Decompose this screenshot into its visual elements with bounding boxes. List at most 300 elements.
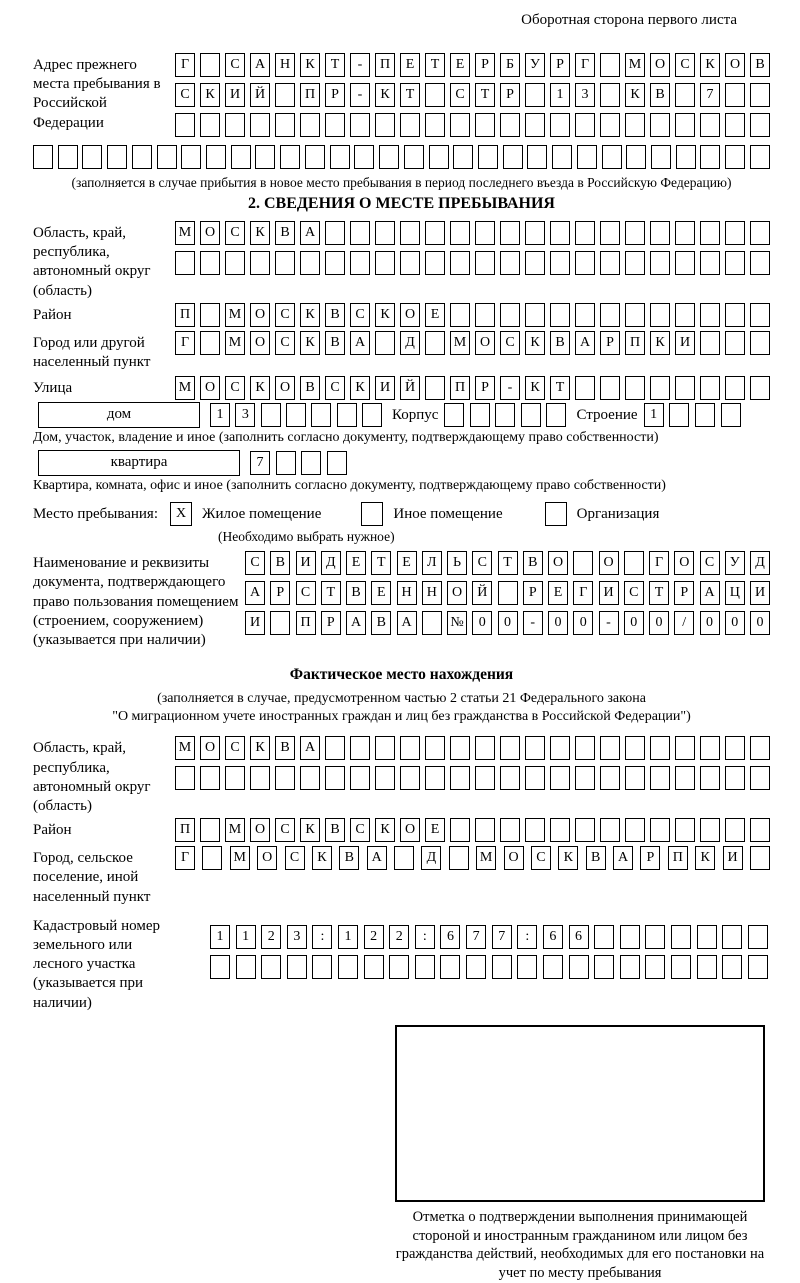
char-cell <box>675 113 695 137</box>
document-row-2 <box>245 581 770 605</box>
char-cell <box>350 251 370 275</box>
char-cell <box>500 251 520 275</box>
char-cell: № <box>447 611 467 635</box>
district-block <box>33 303 770 327</box>
char-cell <box>575 376 595 400</box>
char-cell <box>400 736 420 760</box>
char-cell: Г <box>175 53 195 77</box>
char-cell <box>394 846 414 870</box>
char-cell <box>697 955 717 979</box>
char-cell <box>569 955 589 979</box>
char-cell: Р <box>475 53 495 77</box>
char-cell <box>206 145 226 169</box>
char-cell: В <box>325 331 345 355</box>
char-cell: К <box>695 846 715 870</box>
street-row <box>175 376 770 400</box>
section2-title: 2. СВЕДЕНИЯ О МЕСТЕ ПРЕБЫВАНИЯ <box>248 195 555 212</box>
char-cell: А <box>250 53 270 77</box>
char-cell <box>475 221 495 245</box>
char-cell: Р <box>321 611 341 635</box>
char-cell <box>325 113 345 137</box>
char-cell <box>275 251 295 275</box>
fact-district-block <box>33 818 770 842</box>
char-cell: А <box>300 736 320 760</box>
char-cell <box>132 145 152 169</box>
stroenie-label: Строение <box>576 406 638 423</box>
prev-address-row-3 <box>175 113 770 137</box>
char-cell: М <box>450 331 470 355</box>
char-cell: 7 <box>466 925 486 949</box>
char-cell: В <box>750 53 770 77</box>
char-cell <box>82 145 102 169</box>
char-cell <box>270 611 290 635</box>
char-cell <box>287 955 307 979</box>
char-cell: С <box>350 818 370 842</box>
char-cell: Й <box>400 376 420 400</box>
char-cell <box>550 766 570 790</box>
char-cell <box>725 331 745 355</box>
char-cell <box>525 113 545 137</box>
char-cell: Ц <box>725 581 745 605</box>
char-cell <box>600 83 620 107</box>
char-cell <box>400 251 420 275</box>
char-cell: У <box>725 551 745 575</box>
prev-address-row-1 <box>175 53 770 77</box>
char-cell: И <box>375 376 395 400</box>
char-cell: 1 <box>338 925 358 949</box>
house-number-cells <box>210 403 382 427</box>
char-cell <box>375 113 395 137</box>
char-cell <box>624 551 644 575</box>
char-cell: - <box>599 611 619 635</box>
char-cell <box>750 331 770 355</box>
stay-type-row <box>33 502 770 526</box>
char-cell <box>600 221 620 245</box>
char-cell: О <box>200 736 220 760</box>
prev-address-note: (заполняется в случае прибытия в новое место пребывания в период последнего въезда в Российскую Федерацию) <box>71 175 732 190</box>
prev-address-row-2 <box>175 83 770 107</box>
char-cell <box>200 303 220 327</box>
char-cell <box>552 145 572 169</box>
char-cell <box>311 403 331 427</box>
char-cell <box>525 251 545 275</box>
char-cell: Г <box>175 846 195 870</box>
char-cell: И <box>296 551 316 575</box>
char-cell: 6 <box>440 925 460 949</box>
char-cell <box>600 376 620 400</box>
char-cell <box>475 766 495 790</box>
char-cell <box>157 145 177 169</box>
char-cell <box>500 736 520 760</box>
char-cell <box>225 251 245 275</box>
street-label: Улица <box>33 380 73 397</box>
char-cell: 1 <box>644 403 664 427</box>
char-cell <box>389 955 409 979</box>
char-cell <box>750 145 770 169</box>
checkbox-zhiloe: X <box>170 502 192 526</box>
fact-region-label: Область, край, республика, автономный округ (область) <box>33 740 151 814</box>
char-cell <box>495 403 515 427</box>
char-cell <box>650 376 670 400</box>
char-cell <box>305 145 325 169</box>
char-cell <box>33 145 53 169</box>
char-cell <box>362 403 382 427</box>
char-cell: К <box>250 736 270 760</box>
char-cell <box>440 955 460 979</box>
char-cell: Д <box>400 331 420 355</box>
char-cell: 6 <box>569 925 589 949</box>
char-cell <box>575 303 595 327</box>
char-cell: Н <box>422 581 442 605</box>
char-cell: С <box>225 53 245 77</box>
char-cell <box>466 955 486 979</box>
char-cell <box>550 303 570 327</box>
char-cell: С <box>700 551 720 575</box>
char-cell: 1 <box>236 925 256 949</box>
char-cell <box>300 766 320 790</box>
char-cell: О <box>250 303 270 327</box>
option-inoe-label: Иное помещение <box>393 505 503 522</box>
char-cell: К <box>250 376 270 400</box>
char-cell: О <box>250 331 270 355</box>
char-cell <box>550 221 570 245</box>
char-cell: В <box>270 551 290 575</box>
char-cell <box>722 955 742 979</box>
char-cell: С <box>350 303 370 327</box>
char-cell <box>400 766 420 790</box>
char-cell: К <box>375 818 395 842</box>
char-cell: 0 <box>498 611 518 635</box>
char-cell: Й <box>472 581 492 605</box>
char-cell <box>700 736 720 760</box>
char-cell <box>700 376 720 400</box>
char-cell <box>225 113 245 137</box>
char-cell <box>575 766 595 790</box>
char-cell <box>231 145 251 169</box>
char-cell: : <box>312 925 332 949</box>
char-cell <box>375 736 395 760</box>
char-cell: К <box>625 83 645 107</box>
char-cell: К <box>375 303 395 327</box>
char-cell <box>550 251 570 275</box>
char-cell <box>478 145 498 169</box>
char-cell: 6 <box>543 925 563 949</box>
char-cell <box>425 766 445 790</box>
char-cell: С <box>245 551 265 575</box>
char-cell <box>700 145 720 169</box>
char-cell: О <box>650 53 670 77</box>
char-cell: К <box>650 331 670 355</box>
char-cell: : <box>517 925 537 949</box>
char-cell: А <box>350 331 370 355</box>
char-cell: В <box>325 303 345 327</box>
char-cell <box>453 145 473 169</box>
char-cell <box>625 251 645 275</box>
char-cell: Т <box>325 53 345 77</box>
char-cell <box>650 818 670 842</box>
house-type-box: дом <box>38 402 200 428</box>
char-cell: Б <box>500 53 520 77</box>
char-cell: О <box>674 551 694 575</box>
char-cell <box>750 83 770 107</box>
char-cell: Е <box>400 53 420 77</box>
char-cell <box>425 221 445 245</box>
char-cell <box>675 818 695 842</box>
char-cell <box>425 376 445 400</box>
char-cell <box>200 818 220 842</box>
char-cell <box>700 818 720 842</box>
char-cell <box>600 113 620 137</box>
char-cell: Н <box>397 581 417 605</box>
char-cell <box>750 221 770 245</box>
char-cell <box>725 818 745 842</box>
char-cell: С <box>275 331 295 355</box>
stay-type-label: Место пребывания: <box>33 505 158 522</box>
char-cell <box>449 846 469 870</box>
char-cell: К <box>525 331 545 355</box>
char-cell: 2 <box>389 925 409 949</box>
char-cell: С <box>296 581 316 605</box>
checkbox-inoe <box>361 502 383 526</box>
char-cell <box>450 251 470 275</box>
document-label: Наименование и реквизиты документа, подтверждающего право пользования помещением (строением, сооружением) (указывается при наличии) <box>33 555 239 648</box>
char-cell: В <box>523 551 543 575</box>
char-cell: 3 <box>235 403 255 427</box>
char-cell <box>750 251 770 275</box>
char-cell: П <box>375 53 395 77</box>
char-cell: Р <box>475 376 495 400</box>
char-cell <box>725 145 745 169</box>
char-cell: Р <box>640 846 660 870</box>
char-cell: Д <box>750 551 770 575</box>
char-cell <box>695 403 715 427</box>
char-cell <box>669 403 689 427</box>
char-cell: И <box>225 83 245 107</box>
char-cell <box>594 925 614 949</box>
char-cell: О <box>475 331 495 355</box>
char-cell <box>700 331 720 355</box>
char-cell <box>350 113 370 137</box>
char-cell <box>550 113 570 137</box>
char-cell: М <box>175 376 195 400</box>
char-cell <box>725 303 745 327</box>
char-cell <box>500 766 520 790</box>
char-cell <box>600 251 620 275</box>
korpus-cells <box>444 403 566 427</box>
city-block <box>33 331 770 372</box>
char-cell: Й <box>250 83 270 107</box>
char-cell: П <box>625 331 645 355</box>
char-cell: О <box>725 53 745 77</box>
city-label: Город или другой населенный пункт <box>33 334 151 370</box>
char-cell: В <box>300 376 320 400</box>
char-cell <box>338 955 358 979</box>
char-cell <box>750 846 770 870</box>
char-cell: К <box>350 376 370 400</box>
char-cell: - <box>350 53 370 77</box>
char-cell <box>250 766 270 790</box>
char-cell: 7 <box>700 83 720 107</box>
char-cell: М <box>225 303 245 327</box>
char-cell <box>517 955 537 979</box>
char-cell <box>650 251 670 275</box>
fact-region-block <box>33 736 770 816</box>
char-cell: Р <box>270 581 290 605</box>
char-cell: 0 <box>548 611 568 635</box>
char-cell <box>650 736 670 760</box>
char-cell: А <box>397 611 417 635</box>
char-cell: К <box>300 303 320 327</box>
char-cell <box>750 818 770 842</box>
char-cell <box>250 113 270 137</box>
char-cell: П <box>296 611 316 635</box>
region-row-1 <box>175 221 770 245</box>
region-label: Область, край, республика, автономный округ (область) <box>33 225 151 299</box>
char-cell <box>450 766 470 790</box>
char-cell: В <box>371 611 391 635</box>
char-cell: С <box>472 551 492 575</box>
char-cell <box>404 145 424 169</box>
char-cell: Г <box>575 53 595 77</box>
char-cell: О <box>200 376 220 400</box>
char-cell: В <box>275 221 295 245</box>
char-cell: К <box>250 221 270 245</box>
char-cell <box>676 145 696 169</box>
char-cell <box>200 251 220 275</box>
char-cell: 0 <box>573 611 593 635</box>
char-cell <box>400 113 420 137</box>
char-cell <box>600 818 620 842</box>
district-label: Район <box>33 306 72 323</box>
char-cell <box>625 221 645 245</box>
char-cell: С <box>225 376 245 400</box>
char-cell: 0 <box>725 611 745 635</box>
char-cell <box>700 221 720 245</box>
char-cell: 7 <box>250 451 270 475</box>
char-cell <box>575 736 595 760</box>
char-cell: Т <box>400 83 420 107</box>
house-note: Дом, участок, владение и иное (заполнить согласно документу, подтверждающему право собственности) <box>33 430 659 446</box>
char-cell <box>675 251 695 275</box>
char-cell: 1 <box>210 925 230 949</box>
char-cell: Д <box>321 551 341 575</box>
char-cell <box>750 113 770 137</box>
char-cell: Н <box>275 53 295 77</box>
char-cell <box>450 818 470 842</box>
prev-address-row-4 <box>33 145 770 169</box>
char-cell <box>602 145 622 169</box>
cadastral-row-1 <box>210 925 768 949</box>
char-cell: К <box>312 846 332 870</box>
char-cell: О <box>400 303 420 327</box>
char-cell <box>721 403 741 427</box>
document-row-3 <box>245 611 770 635</box>
char-cell: - <box>350 83 370 107</box>
char-cell <box>354 145 374 169</box>
region-row-2 <box>175 251 770 275</box>
cadastral-label: Кадастровый номер земельного или лесного участка (указывается при наличии) <box>33 917 160 1011</box>
char-cell <box>750 376 770 400</box>
apartment-row <box>38 450 770 476</box>
char-cell: Ь <box>447 551 467 575</box>
stamp-box <box>395 1025 765 1202</box>
char-cell: П <box>300 83 320 107</box>
char-cell: Т <box>649 581 669 605</box>
char-cell <box>202 846 222 870</box>
char-cell <box>725 766 745 790</box>
char-cell <box>525 303 545 327</box>
char-cell: - <box>523 611 543 635</box>
option-organizaciya-label: Организация <box>576 505 660 522</box>
char-cell <box>573 551 593 575</box>
char-cell: К <box>300 331 320 355</box>
char-cell: / <box>674 611 694 635</box>
char-cell <box>475 736 495 760</box>
char-cell: А <box>367 846 387 870</box>
char-cell <box>325 251 345 275</box>
char-cell <box>525 766 545 790</box>
char-cell <box>625 303 645 327</box>
char-cell: Р <box>500 83 520 107</box>
char-cell <box>261 955 281 979</box>
fact-region-row-1 <box>175 736 770 760</box>
char-cell <box>58 145 78 169</box>
char-cell: 0 <box>750 611 770 635</box>
char-cell <box>550 736 570 760</box>
char-cell <box>748 925 768 949</box>
char-cell: К <box>200 83 220 107</box>
char-cell: С <box>175 83 195 107</box>
char-cell <box>375 221 395 245</box>
char-cell <box>675 766 695 790</box>
char-cell: П <box>175 303 195 327</box>
char-cell: С <box>275 303 295 327</box>
char-cell: Т <box>371 551 391 575</box>
char-cell <box>525 221 545 245</box>
char-cell: К <box>558 846 578 870</box>
char-cell <box>236 955 256 979</box>
char-cell <box>675 83 695 107</box>
char-cell <box>750 766 770 790</box>
char-cell <box>577 145 597 169</box>
char-cell <box>286 403 306 427</box>
char-cell <box>500 303 520 327</box>
char-cell <box>550 818 570 842</box>
char-cell: О <box>250 818 270 842</box>
char-cell: 1 <box>210 403 230 427</box>
char-cell: А <box>700 581 720 605</box>
char-cell <box>626 145 646 169</box>
char-cell <box>475 303 495 327</box>
char-cell: - <box>500 376 520 400</box>
char-cell <box>750 736 770 760</box>
char-cell <box>261 403 281 427</box>
char-cell <box>725 221 745 245</box>
fact-city-block <box>33 846 770 907</box>
char-cell <box>525 736 545 760</box>
char-cell: М <box>230 846 250 870</box>
char-cell: А <box>245 581 265 605</box>
char-cell <box>275 113 295 137</box>
document-block <box>33 551 770 650</box>
char-cell <box>700 251 720 275</box>
char-cell <box>492 955 512 979</box>
char-cell <box>422 611 442 635</box>
char-cell: 3 <box>287 925 307 949</box>
stamp-area <box>395 1025 767 1283</box>
char-cell <box>327 451 347 475</box>
char-cell <box>725 736 745 760</box>
